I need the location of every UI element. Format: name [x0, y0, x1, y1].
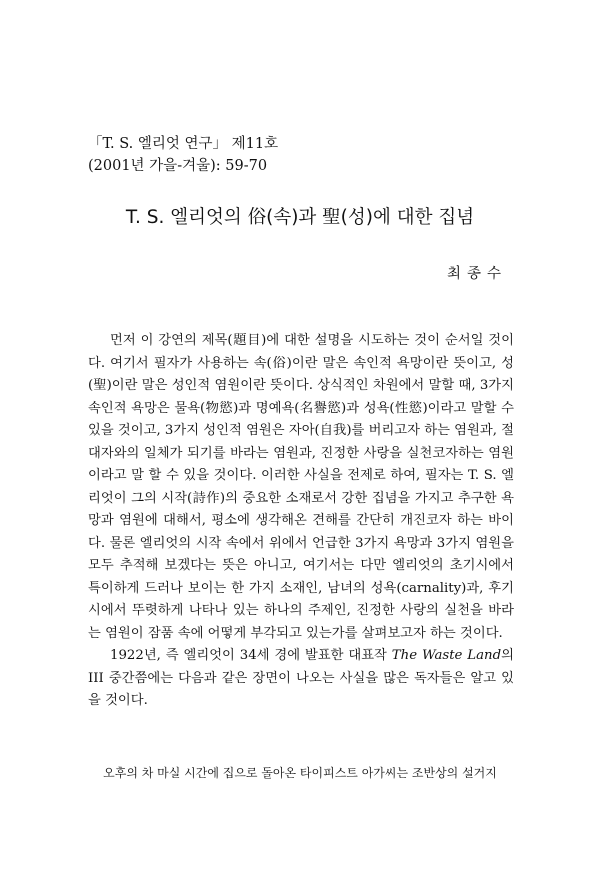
- article-author: 최종수: [446, 266, 507, 282]
- work-title: The Waste Land: [391, 648, 502, 663]
- body-paragraph-2: [88, 645, 514, 713]
- journal-info: [88, 133, 278, 177]
- paragraph-2-end: 의 III 중간쯤에는 다음과 같은 장면이 나오는 사실을 많은 독자들은 알고 있을 것이다.: [88, 648, 514, 708]
- article-title: T. S. 엘리엇의 俗(속)과 聖(성)에 대한 집념: [125, 207, 475, 228]
- journal-name: 「T. S. 엘리엇 연구」 제11호: [88, 136, 279, 152]
- body-paragraph-1: 먼저 이 강연의 제목(題目)에 대한 설명을 시도하는 것이 순서일 것이다. 여기서 필자가 사용하는 속(俗)이란 말은 속인적 욕망이란 뜻이고, 성(聖)이란 말은 성인적 염원이란 뜻이다. 상식적인 차원에서 말할 때, 3가지 속인적 욕망은 물욕(物慾)과 명예욕(名譽慾)과 성욕(性慾)이라고 말할 수 있을 것이고, 3가지 성인적 염원은 자아(自我)를 버리고자 하는 염원과, 절대자와의 일체가 되기를 바라는 염원과, 진정한 사랑을 실천코자하는 염원이라고 말 할 수 있을 것이다. 이러한 사실을 전제로 하여, 필자는 T. S. 엘리엇이 그의 시작(詩作)의 중요한 소재로서 강한 집념을 가지고 추구한 욕망과 염원에 대해서, 평소에 생각해온 견해를 간단히 개진코자 하는 바이다. 물론 엘리엇의 시작 속에서 위에서 언급한 3가지 욕망과 3가지 염원을 모두 추적해 보겠다는 뜻은 아니고, 여기서는 다만 엘리엇의 초기시에서 특이하게 드러나 보이는 한 가지 소재인, 남녀의 성욕(carnality)과, 후기시에서 뚜렷하게 나타나 있는 하나의 주제인, 진정한 사랑의 실천을 바라는 염원이 잠품 속에 어떻게 부각되고 있는가를 살펴보고자 하는 것이다.: [88, 333, 514, 641]
- journal-issue: (2001년 가을-겨울): 59-70: [88, 158, 268, 174]
- paragraph-2-start: 1922년, 즉 엘리엇이 34세 경에 발표한 대표작: [110, 648, 392, 663]
- quoted-passage: 오후의 차 마실 시간에 집으로 돌아온 타이피스트 아가씨는 조반상의 설거지: [103, 766, 497, 780]
- article-body: [88, 330, 514, 713]
